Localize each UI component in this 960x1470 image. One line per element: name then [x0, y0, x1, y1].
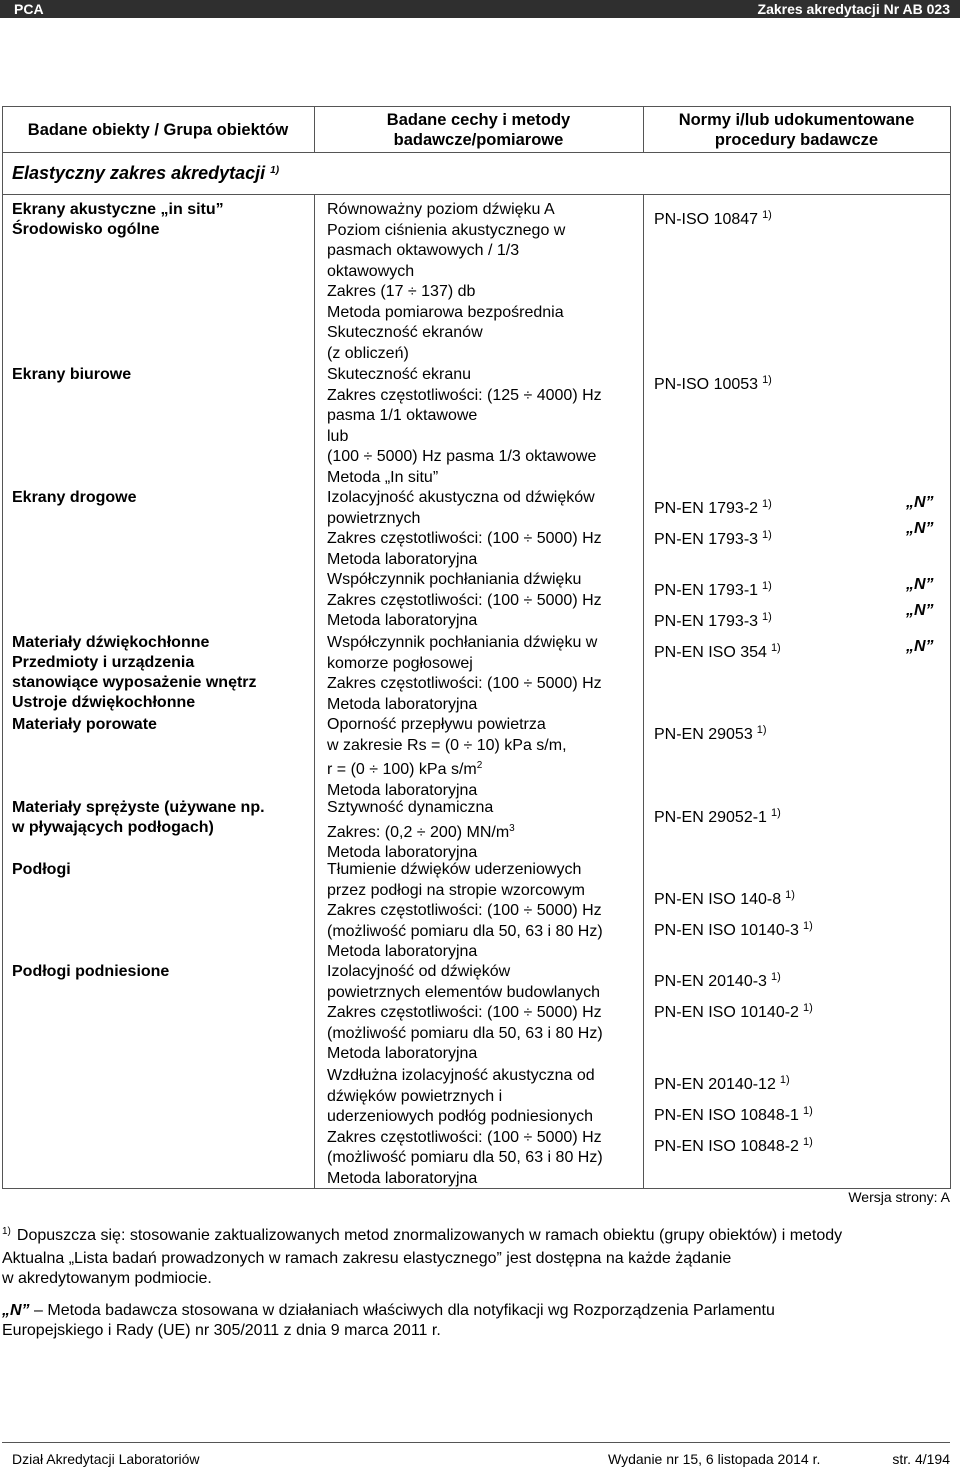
norm-block-1: PN-ISO 10847 $^{1)}$: [654, 209, 772, 228]
method-block-7: Oporność przepływu powietrza w zakresie Rs = (0 ÷ 10) kPa s/m, r = (0 ÷ 100) kPa $s/m^2$ Metoda laboratoryjna: [327, 716, 567, 799]
norm-block-3: PN-EN 1793-2 $^{1)}$ PN-EN 1793-3 $^{1)}$: [654, 498, 772, 548]
norm-block-8: PN-EN ISO 140-8 $^{1)}$ PN-EN ISO 10140-3 $^{1)}$: [654, 889, 813, 939]
page-header: [0, 0, 960, 18]
norm-block-10: PN-EN 20140-12 $^{1)}$ PN-EN ISO 10848-1 $^{1)}$ PN-EN ISO 10848-2 $^{1)}$: [654, 1074, 813, 1155]
footnote-1: $^{1)}$ Dopuszcza się: stosowanie zaktualizowanych metod znormalizowanych w ramach obiektu (grupy obiektów) i metody: [2, 1226, 843, 1244]
object-podlogi-podniesione: Podłogi podniesione: [12, 963, 170, 980]
method-block-5: Współczynnik pochłaniania dźwięku Zakres częstotliwości: (100 ÷ 5000) Hz Metoda laboratoryjna: [327, 571, 602, 630]
method-block-10: Izolacyjność od dźwięków powietrznych elementów budowlanych Zakres częstotliwości: (100 ÷ 5000) Hz (możliwość pomiaru dla 50, 63 i 80 Hz) Metoda laboratoryjna: [327, 963, 603, 1063]
column-header-methods: Badane cechy i metody badawcze/pomiarowe: [386, 111, 571, 149]
header-left: PCA: [14, 1, 44, 17]
section-title: Elastyczny zakres akredytacji $^{1)}$: [12, 163, 280, 183]
footnote-3: „N” – Metoda badawcza stosowana w działaniach właściwych dla notyfikacji wg Rozporządzenia Parlamentu Europejskiego i Rady (UE) nr 305/2011 z dnia 9 marca 2011 r.: [2, 1302, 775, 1339]
method-block-6: Współczynnik pochłaniania dźwięku w komorze pogłosowej Zakres częstotliwości: (100 ÷ 5000) Hz Metoda laboratoryjna: [327, 634, 602, 713]
section-bottom-border: [2, 194, 950, 195]
object-ekrany-drogowe: Ekrany drogowe: [12, 489, 137, 506]
object-materialy-sprezyste: Materiały sprężyste (używane np. w pływających podłogach): [12, 799, 265, 836]
header-bottom-border: [2, 152, 950, 153]
norm-block-4: PN-EN 1793-1 $^{1)}$ PN-EN 1793-3 $^{1)}$: [654, 580, 772, 630]
method-block-1: Równoważny poziom dźwięku A Poziom ciśnienia akustycznego w pasmach oktawowych / 1/3 oktawowych Zakres (17 ÷ 137) db Metoda pomiarowa bezpośrednia: [327, 201, 566, 321]
method-block-4: Izolacyjność akustyczna od dźwięków powietrznych Zakres częstotliwości: (100 ÷ 5000) Hz Metoda laboratoryjna: [327, 489, 602, 568]
table-top-border: [2, 106, 950, 107]
norm-block-5: PN-EN ISO 354 $^{1)}$: [654, 642, 781, 661]
method-block-11: Wzdłużna izolacyjność akustyczna od dźwięków powietrznych i uderzeniowych podłóg podniesionych Zakres częstotliwości: (100 ÷ 5000) Hz (możliwość pomiaru dla 50, 63 i 80 Hz) Metoda laboratoryjna: [327, 1067, 603, 1187]
norm-block-9: PN-EN 20140-3 $^{1)}$ PN-EN ISO 10140-2 $^{1)}$: [654, 971, 813, 1021]
object-podlogi: Podłogi: [12, 861, 71, 878]
table-left-border: [2, 106, 3, 1189]
column-divider-1b: [314, 194, 315, 1189]
object-materialy-porowate: Materiały porowate: [12, 716, 157, 733]
norm-block-6: PN-EN 29053 $^{1)}$: [654, 724, 767, 743]
notification-mark: „N”: [906, 520, 934, 537]
object-ekrany-biurowe: Ekrany biurowe: [12, 366, 132, 383]
object-ekrany-akustyczne: Ekrany akustyczne „in situ” Środowisko ogólne: [12, 201, 224, 238]
notification-mark: „N”: [906, 576, 934, 593]
notification-mark: „N”: [906, 494, 934, 511]
notification-mark: „N”: [906, 602, 934, 619]
method-block-8: Sztywność dynamiczna Zakres: (0,2 ÷ 200) $MN/m^3$ Metoda laboratoryjna: [327, 799, 515, 862]
norm-block-2: PN-ISO 10053 $^{1)}$: [654, 374, 772, 393]
table-right-border: [950, 106, 951, 1189]
notification-mark: „N”: [906, 638, 934, 655]
column-header-objects: Badane obiekty / Grupa obiektów: [27, 121, 289, 139]
footer-left: Dział Akredytacji Laboratoriów: [12, 1451, 200, 1467]
object-materialy-dzwiekochlonne: Materiały dźwiękochłonne Przedmioty i urządzenia stanowiące wyposażenie wnętrz Ustroje dźwiękochłonne: [12, 634, 257, 711]
method-block-9: Tłumienie dźwięków uderzeniowych przez podłogi na stropie wzorcowym Zakres częstotliwości: (100 ÷ 5000) Hz (możliwość pomiaru dla 50, 63 i 80 Hz) Metoda laboratoryjna: [327, 861, 603, 961]
column-divider-2b: [643, 194, 644, 1189]
page-version: Wersja strony: A: [848, 1189, 950, 1205]
column-header-norms: Normy i/lub udokumentowane procedury badawcze: [678, 111, 915, 149]
footnote-2: Aktualna „Lista badań prowadzonych w ramach zakresu elastycznego” jest dostępna na każde żądanie w akredytowanym podmiocie.: [2, 1250, 732, 1287]
method-block-2: Skuteczność ekranów (z obliczeń): [327, 324, 483, 362]
norm-block-7: PN-EN 29052-1 $^{1)}$: [654, 807, 781, 826]
method-block-3: Skuteczność ekranu Zakres częstotliwości: (125 ÷ 4000) Hz pasma 1/1 oktawowe lub (100 ÷ 5000) Hz pasma 1/3 oktawowe Metoda „In situ”: [327, 366, 602, 486]
header-right: Zakres akredytacji Nr AB 023: [757, 1, 950, 17]
footer-page-number: str. 4/194: [892, 1451, 950, 1467]
footer-rule: [2, 1442, 950, 1443]
footer-middle: Wydanie nr 15, 6 listopada 2014 r.: [608, 1451, 821, 1467]
